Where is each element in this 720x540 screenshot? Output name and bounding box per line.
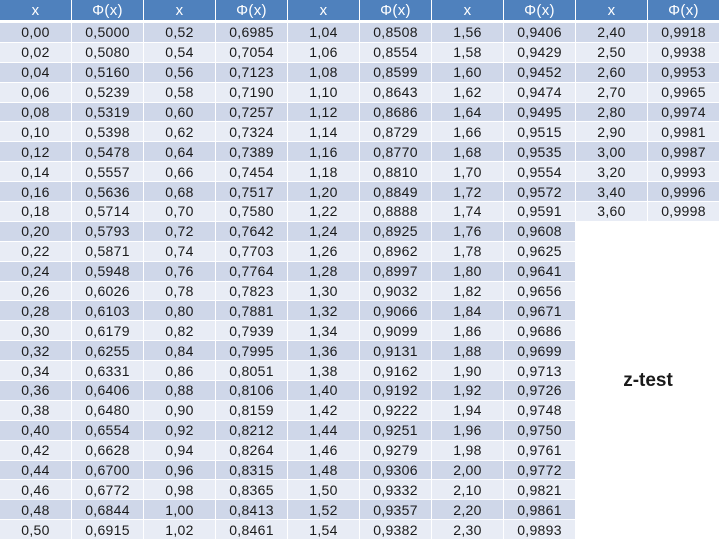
table-cell-x: 2,20 <box>432 500 504 520</box>
table-cell-x: 2,70 <box>576 83 648 103</box>
table-cell-phi: 0,6844 <box>72 500 144 520</box>
table-cell-x: 0,72 <box>144 222 216 242</box>
table-cell-phi: 0,9515 <box>504 122 576 142</box>
table-cell-phi: 0,9671 <box>504 301 576 321</box>
table-cell-phi: 0,8729 <box>360 122 432 142</box>
table-cell-x: 0,60 <box>144 103 216 123</box>
table-cell-phi: 0,8051 <box>216 361 288 381</box>
table-cell-x: 1,56 <box>432 23 504 43</box>
table-cell-x: 0,80 <box>144 301 216 321</box>
table-cell-phi: 0,6628 <box>72 441 144 461</box>
table-cell-x: 2,40 <box>576 23 648 43</box>
table-cell-x: 1,78 <box>432 242 504 262</box>
table-cell-x: 1,80 <box>432 262 504 282</box>
table-cell-phi: 0,6406 <box>72 381 144 401</box>
table-cell-x: 1,52 <box>288 500 360 520</box>
table-cell-phi: 0,7054 <box>216 43 288 63</box>
table-cell-phi: 0,5714 <box>72 202 144 222</box>
table-cell-phi: 0,9686 <box>504 321 576 341</box>
table-cell-x: 0,94 <box>144 441 216 461</box>
table-cell-x: 1,06 <box>288 43 360 63</box>
table-cell-phi: 0,6103 <box>72 301 144 321</box>
table-cell-x: 1,76 <box>432 222 504 242</box>
table-cell-phi: 0,7764 <box>216 262 288 282</box>
table-cell-phi: 0,8159 <box>216 401 288 421</box>
table-cell-x: 1,14 <box>288 122 360 142</box>
header-x-2: x <box>288 0 360 23</box>
table-cell-x: 3,00 <box>576 142 648 162</box>
table-cell-phi: 0,9406 <box>504 23 576 43</box>
table-cell-phi: 0,9938 <box>648 43 720 63</box>
table-cell-phi: 0,8315 <box>216 461 288 481</box>
table-cell-x: 1,30 <box>288 282 360 302</box>
table-cell-phi: 0,9965 <box>648 83 720 103</box>
table-cell-phi: 0,7190 <box>216 83 288 103</box>
table-cell-x: 1,44 <box>288 421 360 441</box>
table-cell-phi: 0,9162 <box>360 361 432 381</box>
table-cell-x: 0,92 <box>144 421 216 441</box>
table-cell-x: 1,68 <box>432 142 504 162</box>
table-cell-phi: 0,9192 <box>360 381 432 401</box>
table-cell-x: 0,40 <box>0 421 72 441</box>
table-cell-x: 1,08 <box>288 63 360 83</box>
table-cell-x: 0,16 <box>0 182 72 202</box>
table-cell-x: 0,90 <box>144 401 216 421</box>
table-cell-phi: 0,6026 <box>72 282 144 302</box>
table-cell-phi: 0,9656 <box>504 282 576 302</box>
table-cell-x: 0,26 <box>0 282 72 302</box>
table-cell-x: 2,80 <box>576 103 648 123</box>
table-cell-x: 2,90 <box>576 122 648 142</box>
table-cell-x: 0,68 <box>144 182 216 202</box>
table-cell-phi: 0,6179 <box>72 321 144 341</box>
table-cell-x: 0,62 <box>144 122 216 142</box>
table-cell-phi: 0,7703 <box>216 242 288 262</box>
table-cell-phi: 0,7939 <box>216 321 288 341</box>
table-cell-x: 0,54 <box>144 43 216 63</box>
table-cell-x: 0,30 <box>0 321 72 341</box>
table-cell-phi: 0,9981 <box>648 122 720 142</box>
table-cell-x: 1,74 <box>432 202 504 222</box>
table-cell-phi: 0,5160 <box>72 63 144 83</box>
table-cell-phi: 0,7580 <box>216 202 288 222</box>
table-cell-phi: 0,9251 <box>360 421 432 441</box>
table-cell-x: 0,38 <box>0 401 72 421</box>
table-cell-phi: 0,9953 <box>648 63 720 83</box>
table-cell-x: 3,20 <box>576 162 648 182</box>
table-cell-x: 0,64 <box>144 142 216 162</box>
table-cell-phi: 0,5398 <box>72 122 144 142</box>
table-cell-x: 1,00 <box>144 500 216 520</box>
table-cell-phi: 0,8925 <box>360 222 432 242</box>
table-cell-phi: 0,9750 <box>504 421 576 441</box>
table-cell-x: 0,48 <box>0 500 72 520</box>
table-cell-phi: 0,7454 <box>216 162 288 182</box>
table-cell-phi: 0,8643 <box>360 83 432 103</box>
table-cell-phi: 0,8413 <box>216 500 288 520</box>
table-cell-phi: 0,5080 <box>72 43 144 63</box>
table-cell-x: 0,74 <box>144 242 216 262</box>
table-cell-x: 1,88 <box>432 341 504 361</box>
table-cell-x: 0,86 <box>144 361 216 381</box>
table-cell-x: 1,62 <box>432 83 504 103</box>
table-cell-x: 1,24 <box>288 222 360 242</box>
header-x-3: x <box>432 0 504 23</box>
table-cell-x: 1,20 <box>288 182 360 202</box>
table-cell-x: 3,60 <box>576 202 648 222</box>
table-cell-phi: 0,9987 <box>648 142 720 162</box>
table-cell-x: 1,98 <box>432 441 504 461</box>
table-cell-phi: 0,8686 <box>360 103 432 123</box>
table-cell-phi: 0,9641 <box>504 262 576 282</box>
table-cell-phi: 0,8264 <box>216 441 288 461</box>
table-cell-x: 1,10 <box>288 83 360 103</box>
table-cell-x: 1,66 <box>432 122 504 142</box>
table-cell-phi: 0,7123 <box>216 63 288 83</box>
table-cell-phi: 0,8849 <box>360 182 432 202</box>
table-cell-phi: 0,7389 <box>216 142 288 162</box>
table-cell-x: 2,50 <box>576 43 648 63</box>
table-cell-phi: 0,5793 <box>72 222 144 242</box>
table-cell-phi: 0,9608 <box>504 222 576 242</box>
table-cell-x: 1,28 <box>288 262 360 282</box>
table-cell-phi: 0,6915 <box>72 520 144 540</box>
table-cell-phi: 0,7257 <box>216 103 288 123</box>
table-cell-phi: 0,5871 <box>72 242 144 262</box>
table-cell-x: 0,46 <box>0 480 72 500</box>
table-cell-phi: 0,9918 <box>648 23 720 43</box>
table-cell-x: 0,44 <box>0 461 72 481</box>
header-phi-2: Φ(x) <box>360 0 432 23</box>
table-cell-x: 1,84 <box>432 301 504 321</box>
table-cell-phi: 0,9572 <box>504 182 576 202</box>
table-cell-x: 0,82 <box>144 321 216 341</box>
table-cell-phi: 0,9699 <box>504 341 576 361</box>
table-cell-phi: 0,9861 <box>504 500 576 520</box>
table-cell-x: 0,10 <box>0 122 72 142</box>
table-cell-phi: 0,9713 <box>504 361 576 381</box>
table-cell-x: 0,56 <box>144 63 216 83</box>
table-cell-phi: 0,9748 <box>504 401 576 421</box>
table-cell-x: 0,00 <box>0 23 72 43</box>
table-cell-phi: 0,9821 <box>504 480 576 500</box>
table-cell-x: 0,50 <box>0 520 72 540</box>
table-cell-phi: 0,9452 <box>504 63 576 83</box>
table-cell-x: 0,08 <box>0 103 72 123</box>
header-phi-3: Φ(x) <box>504 0 576 23</box>
table-cell-phi: 0,9893 <box>504 520 576 540</box>
table-cell-x: 1,94 <box>432 401 504 421</box>
table-cell-phi: 0,9495 <box>504 103 576 123</box>
table-cell-phi: 0,7324 <box>216 122 288 142</box>
table-cell-phi: 0,8770 <box>360 142 432 162</box>
table-cell-phi: 0,5478 <box>72 142 144 162</box>
table-cell-x: 1,12 <box>288 103 360 123</box>
table-cell-phi: 0,6554 <box>72 421 144 441</box>
table-cell-phi: 0,9772 <box>504 461 576 481</box>
table-cell-x: 0,22 <box>0 242 72 262</box>
table-cell-phi: 0,8962 <box>360 242 432 262</box>
table-cell-phi: 0,9306 <box>360 461 432 481</box>
table-cell-phi: 0,9032 <box>360 282 432 302</box>
table-cell-x: 0,12 <box>0 142 72 162</box>
table-cell-x: 0,06 <box>0 83 72 103</box>
table-cell-x: 1,48 <box>288 461 360 481</box>
table-cell-phi: 0,6772 <box>72 480 144 500</box>
z-test-label: z-test <box>576 222 720 540</box>
table-cell-phi: 0,8599 <box>360 63 432 83</box>
table-cell-phi: 0,9996 <box>648 182 720 202</box>
table-cell-phi: 0,7517 <box>216 182 288 202</box>
table-cell-x: 3,40 <box>576 182 648 202</box>
table-cell-x: 1,02 <box>144 520 216 540</box>
table-cell-phi: 0,9222 <box>360 401 432 421</box>
table-cell-x: 1,50 <box>288 480 360 500</box>
header-x-4: x <box>576 0 648 23</box>
table-cell-x: 0,34 <box>0 361 72 381</box>
table-cell-phi: 0,6480 <box>72 401 144 421</box>
table-cell-x: 0,96 <box>144 461 216 481</box>
table-cell-x: 0,36 <box>0 381 72 401</box>
table-cell-x: 1,86 <box>432 321 504 341</box>
table-cell-phi: 0,9474 <box>504 83 576 103</box>
table-cell-x: 1,38 <box>288 361 360 381</box>
table-cell-phi: 0,9066 <box>360 301 432 321</box>
table-cell-x: 1,04 <box>288 23 360 43</box>
header-x-1: x <box>144 0 216 23</box>
table-cell-phi: 0,8997 <box>360 262 432 282</box>
table-cell-x: 2,00 <box>432 461 504 481</box>
table-cell-phi: 0,8508 <box>360 23 432 43</box>
table-cell-x: 0,04 <box>0 63 72 83</box>
table-cell-phi: 0,6985 <box>216 23 288 43</box>
table-cell-x: 2,10 <box>432 480 504 500</box>
table-cell-x: 0,70 <box>144 202 216 222</box>
table-cell-phi: 0,7881 <box>216 301 288 321</box>
table-cell-phi: 0,7995 <box>216 341 288 361</box>
table-cell-phi: 0,9726 <box>504 381 576 401</box>
table-cell-x: 1,92 <box>432 381 504 401</box>
table-cell-x: 0,02 <box>0 43 72 63</box>
table-cell-phi: 0,9429 <box>504 43 576 63</box>
table-cell-x: 0,20 <box>0 222 72 242</box>
table-cell-phi: 0,9993 <box>648 162 720 182</box>
table-cell-phi: 0,5000 <box>72 23 144 43</box>
table-cell-x: 0,78 <box>144 282 216 302</box>
table-cell-phi: 0,8810 <box>360 162 432 182</box>
table-cell-phi: 0,8554 <box>360 43 432 63</box>
table-cell-x: 0,88 <box>144 381 216 401</box>
table-cell-x: 1,34 <box>288 321 360 341</box>
table-cell-phi: 0,9974 <box>648 103 720 123</box>
table-cell-phi: 0,8365 <box>216 480 288 500</box>
table-cell-x: 0,32 <box>0 341 72 361</box>
table-cell-x: 1,72 <box>432 182 504 202</box>
table-cell-phi: 0,5636 <box>72 182 144 202</box>
table-cell-x: 0,84 <box>144 341 216 361</box>
table-cell-phi: 0,8461 <box>216 520 288 540</box>
table-cell-x: 1,16 <box>288 142 360 162</box>
table-cell-x: 1,54 <box>288 520 360 540</box>
table-cell-phi: 0,8106 <box>216 381 288 401</box>
table-cell-x: 1,40 <box>288 381 360 401</box>
table-cell-phi: 0,9357 <box>360 500 432 520</box>
table-cell-phi: 0,9591 <box>504 202 576 222</box>
table-cell-x: 1,32 <box>288 301 360 321</box>
table-cell-phi: 0,7823 <box>216 282 288 302</box>
table-cell-phi: 0,5319 <box>72 103 144 123</box>
table-cell-phi: 0,8888 <box>360 202 432 222</box>
table-cell-x: 1,82 <box>432 282 504 302</box>
table-cell-x: 2,60 <box>576 63 648 83</box>
header-phi-4: Φ(x) <box>648 0 720 23</box>
table-cell-x: 1,60 <box>432 63 504 83</box>
table-cell-x: 0,76 <box>144 262 216 282</box>
table-cell-phi: 0,9998 <box>648 202 720 222</box>
table-cell-x: 0,52 <box>144 23 216 43</box>
table-cell-x: 1,22 <box>288 202 360 222</box>
table-cell-phi: 0,9382 <box>360 520 432 540</box>
table-cell-x: 0,42 <box>0 441 72 461</box>
table-cell-x: 0,14 <box>0 162 72 182</box>
table-cell-phi: 0,9332 <box>360 480 432 500</box>
header-phi-1: Φ(x) <box>216 0 288 23</box>
table-cell-x: 1,64 <box>432 103 504 123</box>
header-phi-0: Φ(x) <box>72 0 144 23</box>
table-cell-x: 1,46 <box>288 441 360 461</box>
table-cell-phi: 0,6255 <box>72 341 144 361</box>
table-cell-phi: 0,9535 <box>504 142 576 162</box>
table-cell-x: 2,30 <box>432 520 504 540</box>
table-cell-x: 1,26 <box>288 242 360 262</box>
table-cell-phi: 0,9761 <box>504 441 576 461</box>
table-cell-x: 1,42 <box>288 401 360 421</box>
table-cell-phi: 0,9279 <box>360 441 432 461</box>
table-cell-x: 1,96 <box>432 421 504 441</box>
table-cell-x: 1,58 <box>432 43 504 63</box>
table-cell-x: 1,18 <box>288 162 360 182</box>
table-cell-x: 0,18 <box>0 202 72 222</box>
table-cell-phi: 0,5239 <box>72 83 144 103</box>
table-cell-x: 0,24 <box>0 262 72 282</box>
header-x-0: x <box>0 0 72 23</box>
table-cell-phi: 0,9099 <box>360 321 432 341</box>
table-cell-x: 0,98 <box>144 480 216 500</box>
table-cell-x: 0,58 <box>144 83 216 103</box>
table-cell-phi: 0,6700 <box>72 461 144 481</box>
table-cell-phi: 0,9625 <box>504 242 576 262</box>
table-cell-phi: 0,7642 <box>216 222 288 242</box>
table-cell-phi: 0,5948 <box>72 262 144 282</box>
table-cell-x: 1,36 <box>288 341 360 361</box>
table-cell-phi: 0,9131 <box>360 341 432 361</box>
table-cell-phi: 0,9554 <box>504 162 576 182</box>
table-cell-phi: 0,6331 <box>72 361 144 381</box>
table-cell-x: 1,90 <box>432 361 504 381</box>
table-cell-x: 0,28 <box>0 301 72 321</box>
table-cell-x: 0,66 <box>144 162 216 182</box>
table-cell-x: 1,70 <box>432 162 504 182</box>
table-cell-phi: 0,8212 <box>216 421 288 441</box>
table-cell-phi: 0,5557 <box>72 162 144 182</box>
